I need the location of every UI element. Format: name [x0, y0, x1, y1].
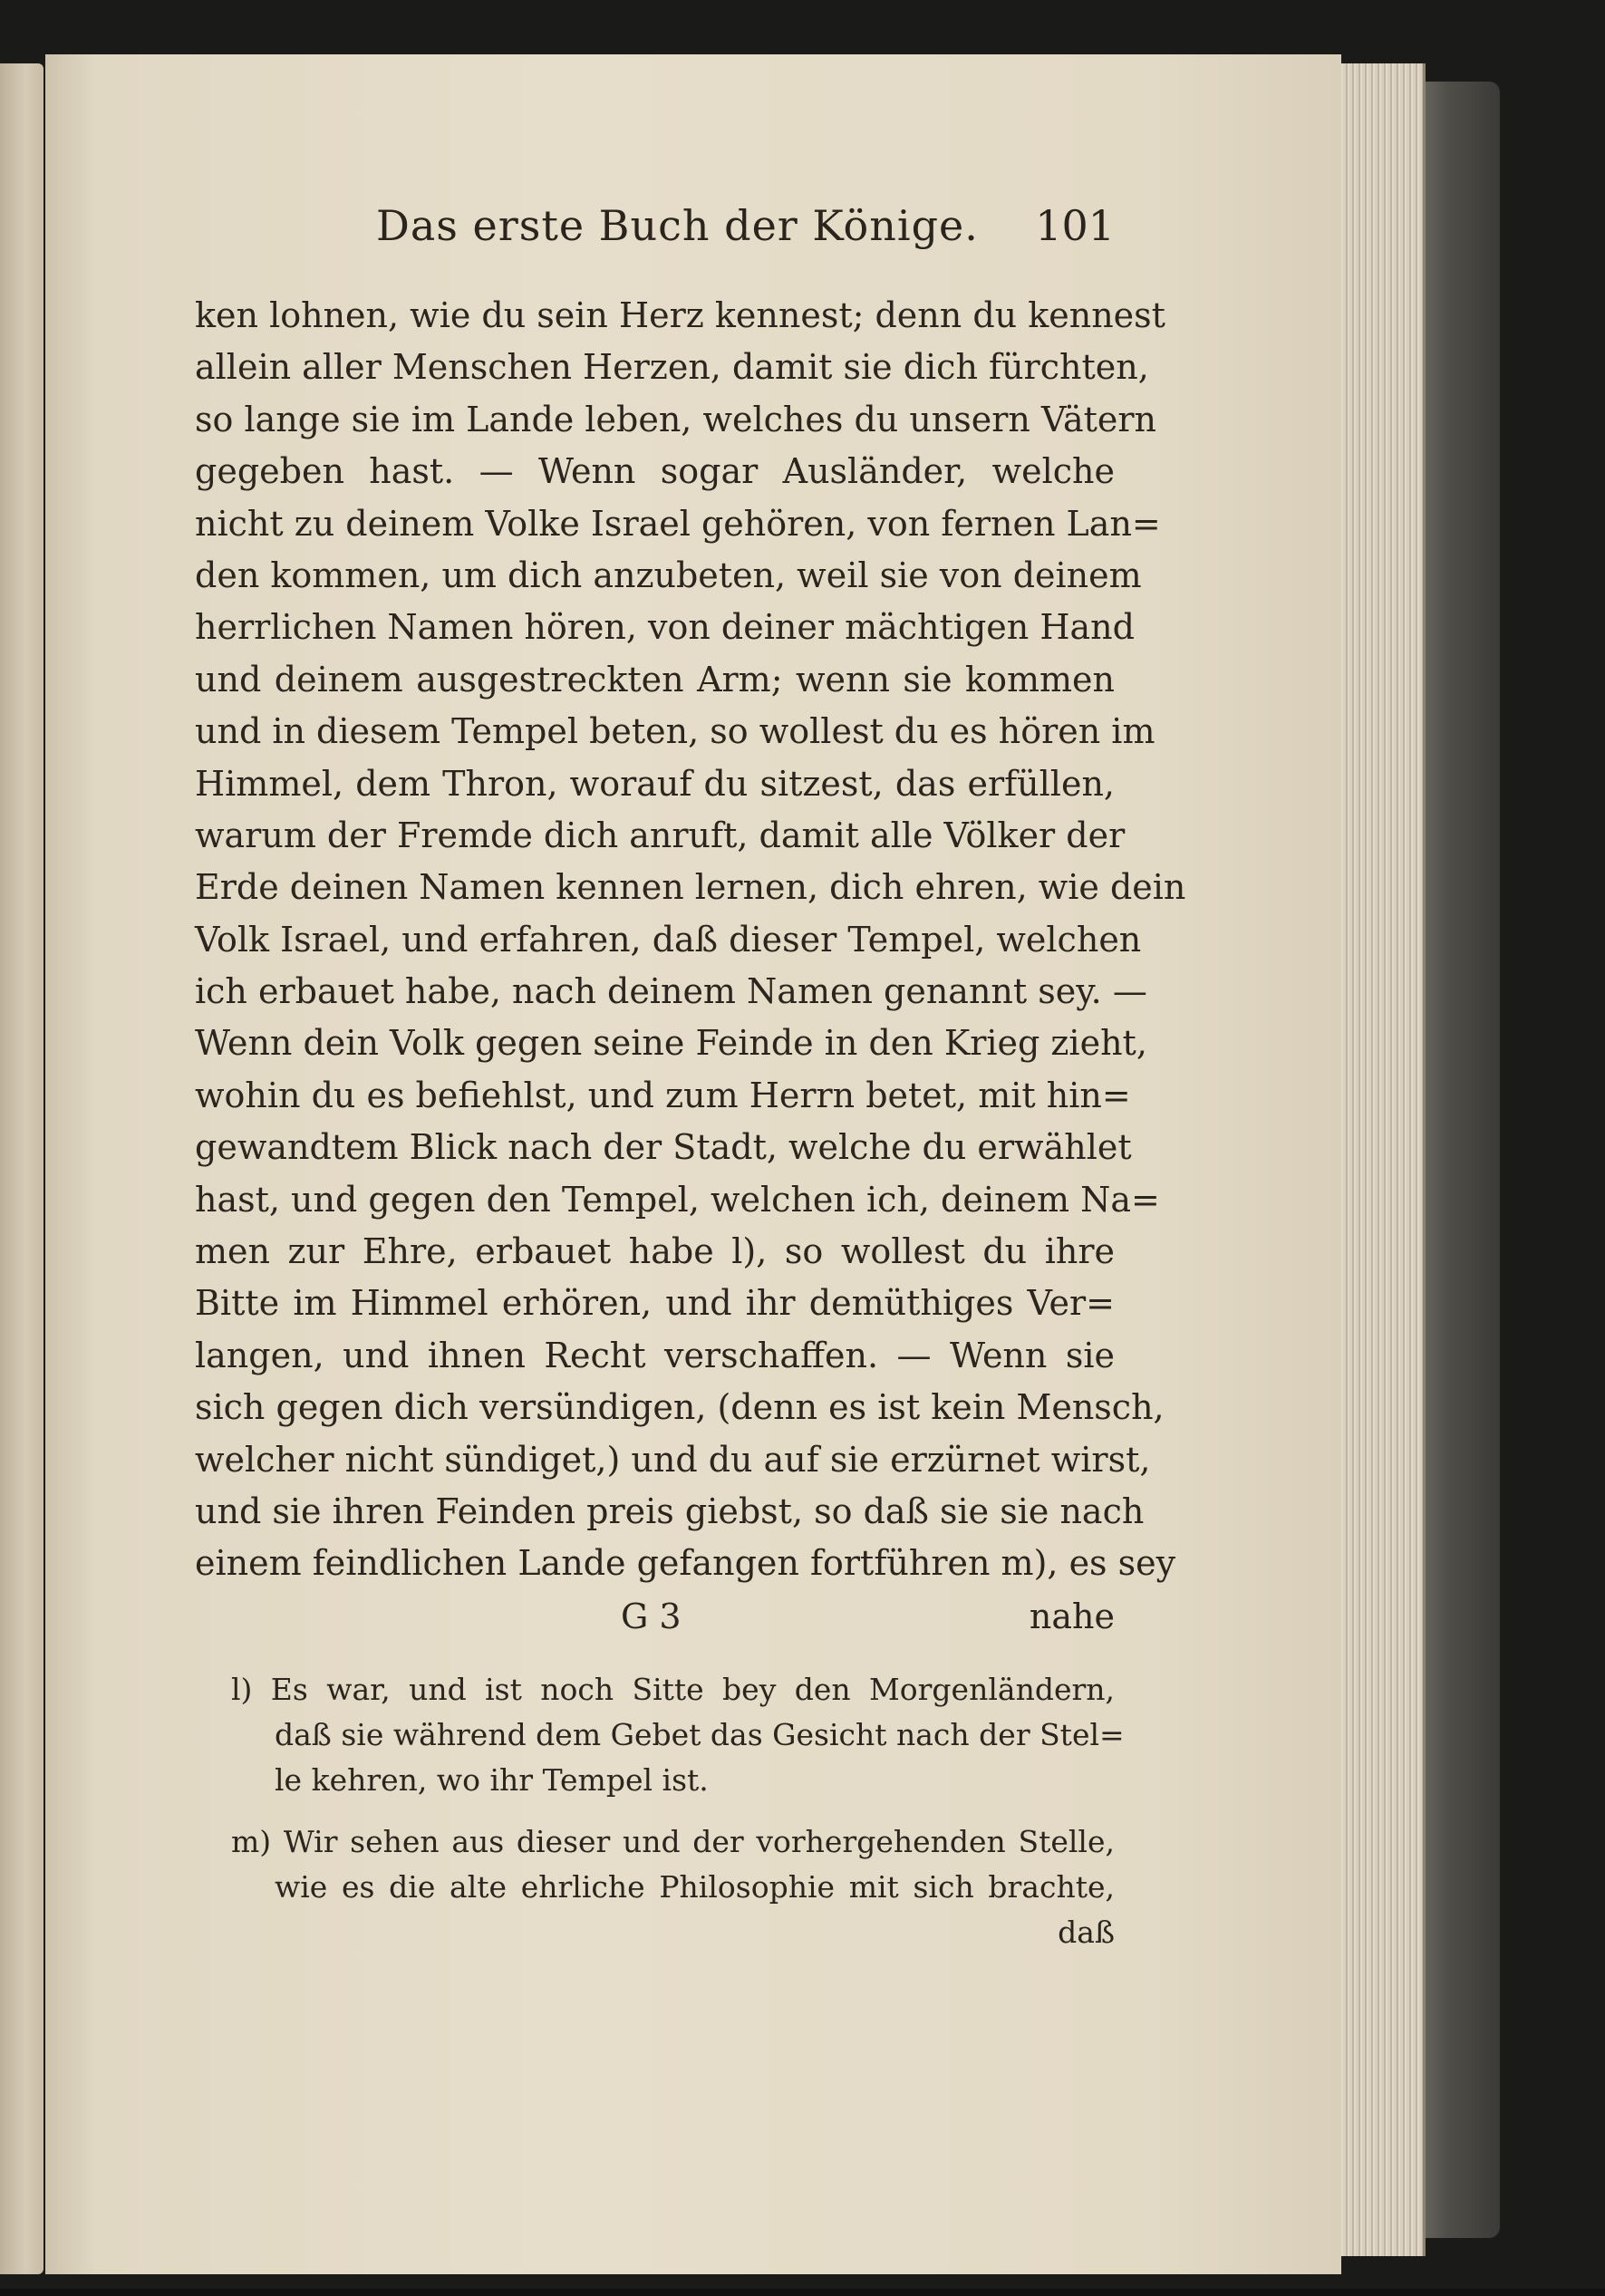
- text-line: langen, und ihnen Recht verschaffen. — Wenn sie: [195, 1335, 1115, 1375]
- footnote-catchword: daß: [1058, 1915, 1115, 1950]
- text-line: Erde deinen Namen kennen lernen, dich ehren, wie dein: [195, 867, 1186, 908]
- signature-mark: G 3: [621, 1597, 682, 1636]
- text-line: so lange sie im Lande leben, welches du unsern Vätern: [195, 399, 1156, 439]
- text-line: herrlichen Namen hören, von deiner mächtigen Hand: [195, 607, 1135, 648]
- text-line: gewandtem Blick nach der Stadt, welche du erwählet: [195, 1127, 1132, 1168]
- scan-bottom-edge: [0, 2289, 1605, 2296]
- text-line: nicht zu deinem Volke Israel gehören, von fernen Lan=: [195, 503, 1161, 544]
- text-line: Volk Israel, und erfahren, daß dieser Tempel, welchen: [195, 919, 1142, 960]
- text-line: und deinem ausgestreckten Arm; wenn sie kommen: [195, 659, 1115, 699]
- text-line: men zur Ehre, erbauet habe l), so wollest du ihre: [195, 1231, 1115, 1272]
- footnote-line: m) Wir sehen aus dieser und der vorhergehenden Stelle,: [231, 1824, 1115, 1859]
- text-line: ich erbauet habe, nach deinem Namen genannt sey. —: [195, 971, 1147, 1012]
- main-text: [195, 290, 1186, 1590]
- page-header: [195, 201, 1115, 265]
- text-line: allein aller Menschen Herzen, damit sie dich fürchten,: [195, 347, 1149, 388]
- previous-page-edge: [0, 63, 44, 2274]
- footnote-m: [231, 1819, 1115, 1955]
- text-line: Himmel, dem Thron, worauf du sitzest, das erfüllen,: [195, 763, 1115, 804]
- text-line: gegeben hast. — Wenn sogar Ausländer, welche: [195, 451, 1115, 492]
- footnotes: [231, 1667, 1125, 1972]
- text-line: den kommen, um dich anzubeten, weil sie von deinem: [195, 555, 1142, 595]
- signature-line: [195, 1597, 1115, 1651]
- footnote-l: [231, 1667, 1125, 1803]
- text-line: und in diesem Tempel beten, so wollest du es hören im: [195, 711, 1155, 752]
- footnote-line: daß sie während dem Gebet das Gesicht nach der Stel=: [275, 1717, 1125, 1752]
- text-line: einem feindlichen Lande gefangen fortführen m), es sey: [195, 1543, 1176, 1584]
- text-line: sich gegen dich versündigen, (denn es ist kein Mensch,: [195, 1387, 1165, 1428]
- text-line: hast, und gegen den Tempel, welchen ich, deinem Na=: [195, 1179, 1160, 1220]
- footnote-line: wie es die alte ehrliche Philosophie mit sich brachte,: [275, 1869, 1115, 1905]
- text-line: Wenn dein Volk gegen seine Feinde in den Krieg zieht,: [195, 1023, 1147, 1064]
- text-line: und sie ihren Feinden preis giebst, so daß sie sie nach: [195, 1490, 1145, 1531]
- text-line: ken lohnen, wie du sein Herz kennest; denn du kennest: [195, 295, 1165, 335]
- catchword: nahe: [1029, 1597, 1115, 1636]
- footnote-line: l) Es war, und ist noch Sitte bey den Morgenländern,: [231, 1672, 1115, 1707]
- running-title: Das erste Buch der Könige.: [376, 201, 979, 250]
- page-number: 101: [1035, 201, 1115, 250]
- book-cover-edge: [1414, 82, 1500, 2238]
- text-line: wohin du es befiehlst, und zum Herrn betet, mit hin=: [195, 1075, 1131, 1115]
- footnote-line: le kehren, wo ihr Tempel ist.: [275, 1762, 709, 1798]
- text-line: welcher nicht sündiget,) und du auf sie erzürnet wirst,: [195, 1439, 1151, 1480]
- text-line: warum der Fremde dich anruft, damit alle Völker der: [195, 815, 1126, 855]
- text-line: Bitte im Himmel erhören, und ihr demüthiges Ver=: [195, 1283, 1115, 1324]
